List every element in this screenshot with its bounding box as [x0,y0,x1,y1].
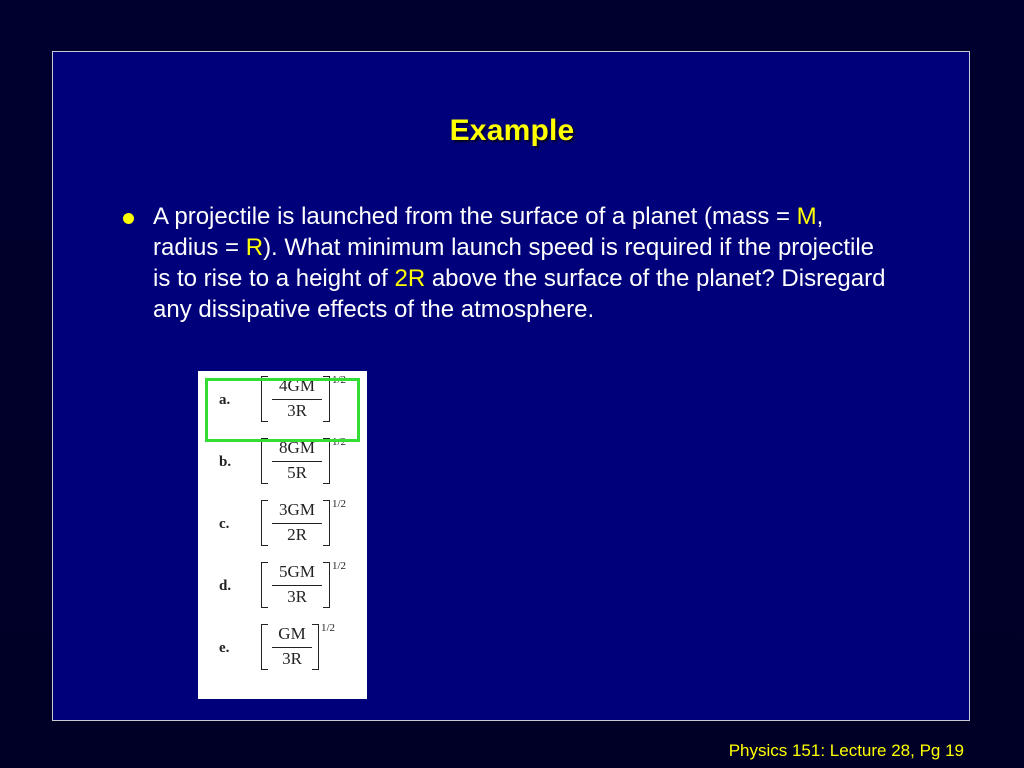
bullet-text-part3: ). What minimum launch speed is required if the projectile is to rise to a height of [153,234,874,292]
choice-exponent: 1/2 [332,436,347,448]
choice-numerator: 5GM [279,562,315,581]
radius-symbol: R [245,234,264,261]
choice-letter: b. [219,454,232,470]
mass-symbol: M [796,203,817,230]
right-bracket [323,500,330,546]
slide-title: Example [449,114,575,147]
bullet-text-part2: , radius = [153,203,824,261]
choice-exponent: 1/2 [332,498,347,510]
correct-answer-highlight [205,378,360,442]
choice-denominator: 3R [287,587,307,606]
fraction-bar [272,647,312,648]
choice-denominator: 5R [287,463,307,482]
fraction-bar [272,523,322,524]
slide-frame [52,51,970,721]
choice-c [198,495,367,557]
choice-e [198,619,367,681]
slide-footer: Physics 151: Lecture 28, Pg 19 [728,741,964,760]
left-bracket [261,624,268,670]
fraction-bar [272,461,322,462]
left-bracket [261,500,268,546]
choice-exponent: 1/2 [321,622,336,634]
choice-letter: d. [219,578,232,594]
left-bracket [261,438,268,484]
bullet-dot-icon [123,213,134,224]
choice-letter: a. [219,392,231,408]
right-bracket [312,624,319,670]
right-bracket [323,438,330,484]
choice-numerator: GM [278,624,306,643]
bullet-text-part1: A projectile is launched from the surface of a planet (mass = [153,203,797,230]
height-value: 2R [394,265,426,292]
choice-numerator: 4GM [279,376,315,395]
left-bracket [261,562,268,608]
bullet-text-part4: above the surface of the planet? Disregard any dissipative effects of the atmosphere. [153,265,886,323]
choice-letter: e. [219,640,230,656]
fraction-bar [272,585,322,586]
choice-exponent: 1/2 [332,560,347,572]
choice-denominator: 3R [282,649,302,668]
choice-numerator: 8GM [279,438,315,457]
choice-exponent: 1/2 [332,374,347,386]
choice-b [198,433,367,495]
right-bracket [323,562,330,608]
bullet-text [153,201,888,325]
choice-d [198,557,367,619]
choice-numerator: 3GM [279,500,315,519]
choice-denominator: 2R [287,525,307,544]
choice-letter: c. [219,516,230,532]
choice-denominator: 3R [287,401,307,420]
